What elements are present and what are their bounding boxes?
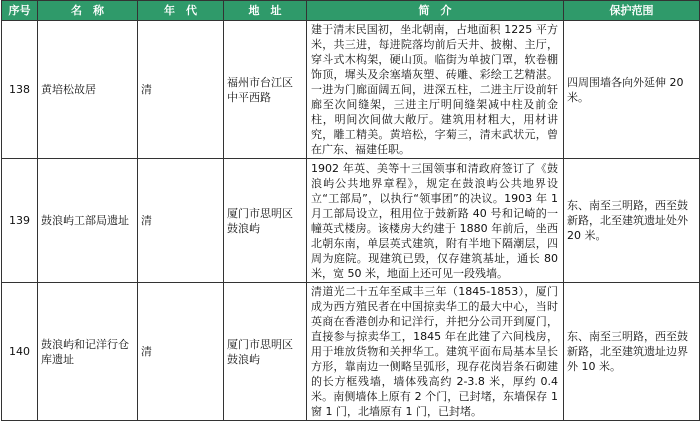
row-no: 138 bbox=[2, 21, 38, 159]
row-name: 黄培松故居 bbox=[38, 21, 138, 159]
row-description: 1902 年英、美等十三国领事和清政府签订了《鼓浪屿公共地界章程》，规定在鼓浪屿公共地界设立“工部局”，以执行“领事团”的决议。1903 年 1 月工部局设立，租用位于鼓新路 40 号和记崎的一幢英式楼房。该楼房大约建于 1880 年前后，坐西北朝东南，单层英式建筑，附有半地下隔潮层，四周为庭院。现建筑已毁，仅存建筑基址，通长 80 米，宽 50 米，地面上还可见一段残墙。 bbox=[307, 159, 564, 283]
row-no: 140 bbox=[2, 283, 38, 421]
row-address: 厦门市思明区鼓浪屿 bbox=[224, 159, 307, 283]
row-scope: 四周围墙各向外延伸 20 米。 bbox=[564, 21, 700, 159]
row-no: 139 bbox=[2, 159, 38, 283]
header-name: 名 称 bbox=[38, 1, 138, 21]
header-no: 序号 bbox=[2, 1, 38, 21]
row-description: 建于清末民国初，坐北朝南，占地面积 1225 平方米，共三进，每进院落均前后天井、披榭、主厅，穿斗式木构架，硬山顶。临街为单披门罩，软卷棚饰顶，墀头及余塞墙灰塑、砖雕、彩绘工艺精湛。一进为门廊面阔五间，进深五柱，二进主厅设前轩廊至次间缝架，三进主厅明间缝架减中柱及前金柱，明间次间做大敞厅。建筑用材粗大，用材讲究，雕工精美。黄培松，字菊三，清末武状元，曾在广东、福建任职。 bbox=[307, 21, 564, 159]
row-description: 清道光二十五年至咸丰三年（1845-1853），厦门成为西方殖民者在中国掠卖华工的最大中心，当时英商在香港创办和记洋行，并把分公司开到厦门，直接参与掠卖华工，1845 年在此建了六间栈房，用于堆放货物和关押华工。建筑平面布局基本呈长方形，靠南边一侧略呈弧形，现存花岗岩条石砌建的长方框残墙，墙体残高约 2-3.8 米，厚约 0.4 米。南侧墙体上原有 2 个门，已封堵，东墙保存 1 窗 1 门，北墙原有 1 门，已封堵。 bbox=[307, 283, 564, 421]
table-row bbox=[2, 283, 700, 421]
row-era: 清 bbox=[138, 283, 224, 421]
header-row bbox=[2, 1, 700, 21]
row-name: 鼓浪屿和记洋行仓库遗址 bbox=[38, 283, 138, 421]
row-era: 清 bbox=[138, 159, 224, 283]
header-era: 年 代 bbox=[138, 1, 224, 21]
table-row bbox=[2, 159, 700, 283]
row-address: 厦门市思明区鼓浪屿 bbox=[224, 283, 307, 421]
row-scope: 东、南至三明路，西至鼓新路，北至建筑遗址边界外 10 米。 bbox=[564, 283, 700, 421]
row-address: 福州市台江区中平西路 bbox=[224, 21, 307, 159]
header-address: 地 址 bbox=[224, 1, 307, 21]
row-era: 清 bbox=[138, 21, 224, 159]
heritage-table bbox=[1, 0, 700, 421]
row-scope: 东、南至三明路，西至鼓新路，北至建筑遗址处外 20 米。 bbox=[564, 159, 700, 283]
row-name: 鼓浪屿工部局遗址 bbox=[38, 159, 138, 283]
table-row bbox=[2, 21, 700, 159]
header-description: 简 介 bbox=[307, 1, 564, 21]
header-scope: 保护范围 bbox=[564, 1, 700, 21]
